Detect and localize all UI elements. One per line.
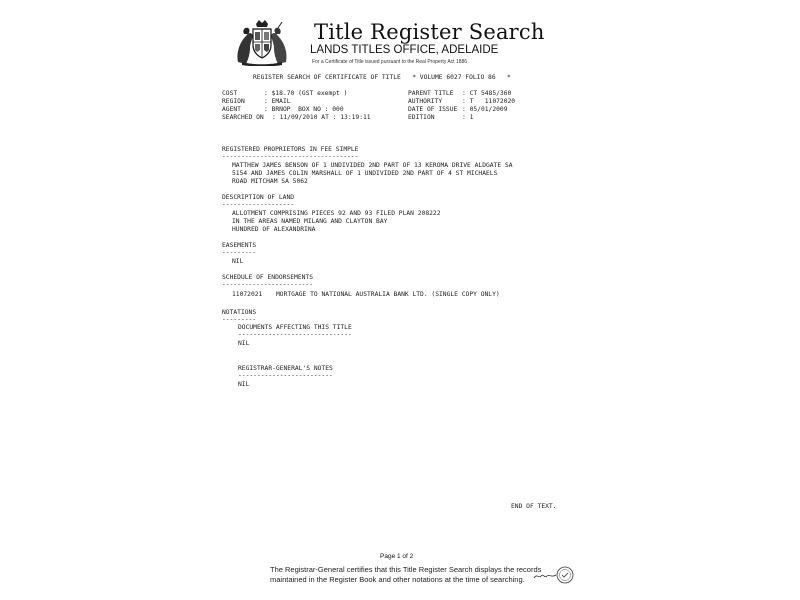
detail-value-edition: : 1 [462, 114, 474, 121]
registrar-seal-icon [556, 566, 574, 584]
proprietors-line: ROAD MITCHAM SA 5062 [232, 178, 308, 185]
documents-affecting-rule: ------------------------------ [238, 331, 352, 338]
easements-heading: EASEMENTS [222, 242, 257, 249]
document-title: Title Register Search [314, 20, 545, 44]
land-line: IN THE AREAS NAMED MILANG AND CLAYTON BAY [232, 218, 388, 225]
detail-label-authority: AUTHORITY [408, 98, 443, 105]
documents-affecting-value: NIL [238, 340, 250, 347]
detail-label-searched-on: SEARCHED ON [222, 114, 264, 121]
detail-value-agent: : BRNOP BOX NO : 000 [264, 106, 344, 113]
endorsements-heading: SCHEDULE OF ENDORSEMENTS [222, 274, 313, 281]
detail-label-date-of-issue: DATE OF ISSUE [408, 106, 458, 113]
detail-value-parent-title: : CT 5485/360 [462, 90, 512, 97]
detail-label-cost: COST [222, 90, 238, 97]
registrar-notes-rule: ------------------------- [238, 372, 333, 379]
endorsement-number: 11072021 [232, 291, 263, 298]
detail-value-date-of-issue: : 05/01/2009 [462, 106, 508, 113]
endorsements-rule: ------------------------ [222, 281, 313, 288]
registrar-signature-icon [533, 571, 557, 581]
issuing-office: LANDS TITLES OFFICE, ADELAIDE [310, 44, 499, 56]
proprietors-line: 5154 AND JAMES COLIN MARSHALL OF 1 UNDIVIDED 2ND PART OF 4 ST MICHAELS [232, 170, 498, 177]
certification-statement [270, 565, 541, 584]
proprietors-line: MATTHEW JAMES BENSON OF 1 UNDIVIDED 2ND PART OF 13 KEROMA DRIVE ALDGATE SA [232, 162, 513, 169]
detail-label-agent: AGENT [222, 106, 241, 113]
detail-value-authority: : T 11072020 [462, 98, 516, 105]
notations-heading: NOTATIONS [222, 309, 257, 316]
proprietors-heading: REGISTERED PROPRIETORS IN FEE SIMPLE [222, 146, 359, 153]
detail-label-parent-title: PARENT TITLE [408, 90, 454, 97]
notations-rule: --------- [222, 316, 257, 323]
certification-line: maintained in the Register Book and other notations at the time of searching. [270, 574, 525, 584]
documents-affecting-heading: DOCUMENTS AFFECTING THIS TITLE [238, 324, 352, 331]
end-of-text: END OF TEXT. [511, 503, 557, 510]
endorsement-text: MORTGAGE TO NATIONAL AUSTRALIA BANK LTD. (SINGLE COPY ONLY) [276, 291, 500, 298]
land-heading: DESCRIPTION OF LAND [222, 194, 295, 201]
search-heading: REGISTER SEARCH OF CERTIFICATE OF TITLE * VOLUME 6027 FOLIO 86 * [253, 74, 511, 81]
proprietors-rule: ------------------------------------ [222, 153, 359, 160]
detail-label-edition: EDITION [408, 114, 435, 121]
detail-value-cost: : $18.70 (GST exempt ) [264, 90, 348, 97]
land-rule: ------------------- [222, 201, 295, 208]
certification-line: The Registrar-General certifies that this Title Register Search displays the records [270, 565, 542, 574]
page-indicator: Page 1 of 2 [380, 553, 414, 560]
royal-coat-of-arms-icon [232, 18, 292, 66]
registrar-notes-value: NIL [238, 381, 250, 388]
easements-value: NIL [232, 258, 244, 265]
land-line: HUNDRED OF ALEXANDRINA [232, 226, 316, 233]
registrar-notes-heading: REGISTRAR-GENERAL'S NOTES [238, 365, 333, 372]
detail-value-region: : EMAIL [264, 98, 291, 105]
detail-label-region: REGION [222, 98, 245, 105]
easements-rule: --------- [222, 249, 257, 256]
land-line: ALLOTMENT COMPRISING PIECES 92 AND 93 FILED PLAN 208222 [232, 210, 441, 217]
certificate-note: For a Certificate of Title issued pursuant to the Real Property Act 1886 [312, 59, 468, 65]
detail-value-searched-on: : 11/09/2010 AT : 13:19:11 [272, 114, 371, 121]
